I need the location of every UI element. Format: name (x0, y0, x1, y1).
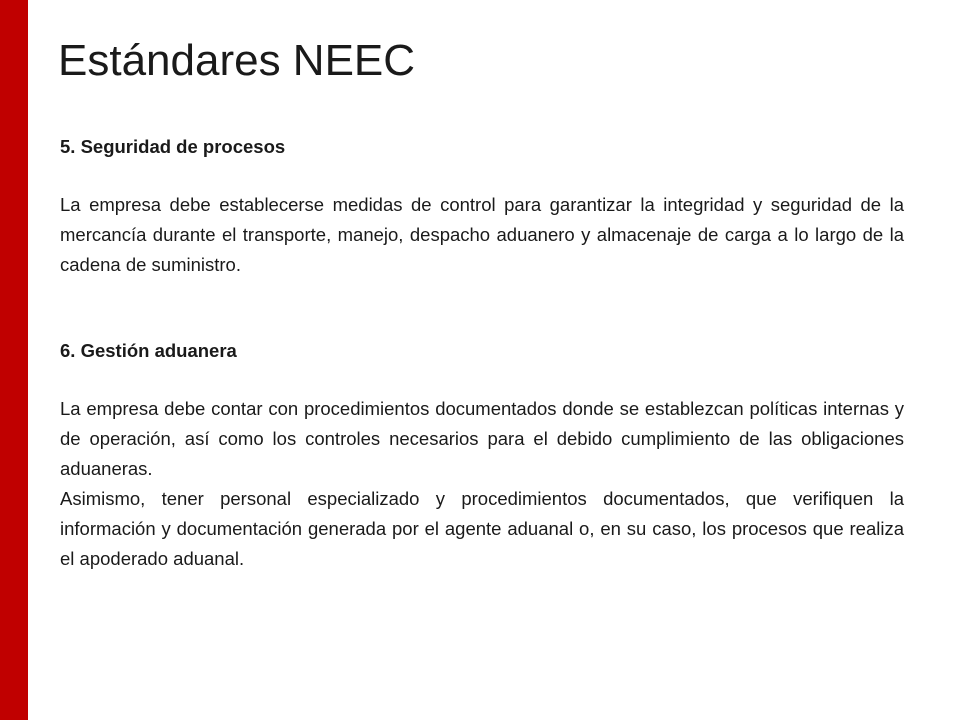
slide-content (60, 132, 904, 574)
section-paragraph-gestion-1: La empresa debe contar con procedimientos documentados donde se establezcan políticas internas y de operación, así como los controles necesarios para el debido cumplimiento de las obligaciones aduaneras. (60, 398, 904, 479)
section-heading-gestion: 6. Gestión aduanera (60, 340, 237, 361)
slide-title: Estándares NEEC (58, 36, 416, 85)
section-paragraph-seguridad: La empresa debe establecerse medidas de control para garantizar la integridad y seguridad de la mercancía durante el transporte, manejo, despacho aduanero y almacenaje de carga a lo largo de la cadena de suministro. (60, 194, 904, 275)
accent-bar (0, 0, 28, 720)
section-paragraph-gestion-2: Asimismo, tener personal especializado y procedimientos documentados, que verifiquen la información y documentación generada por el agente aduanal o, en su caso, los procesos que realiza el apoderado aduanal. (60, 488, 904, 569)
section-heading-seguridad: 5. Seguridad de procesos (60, 136, 286, 157)
